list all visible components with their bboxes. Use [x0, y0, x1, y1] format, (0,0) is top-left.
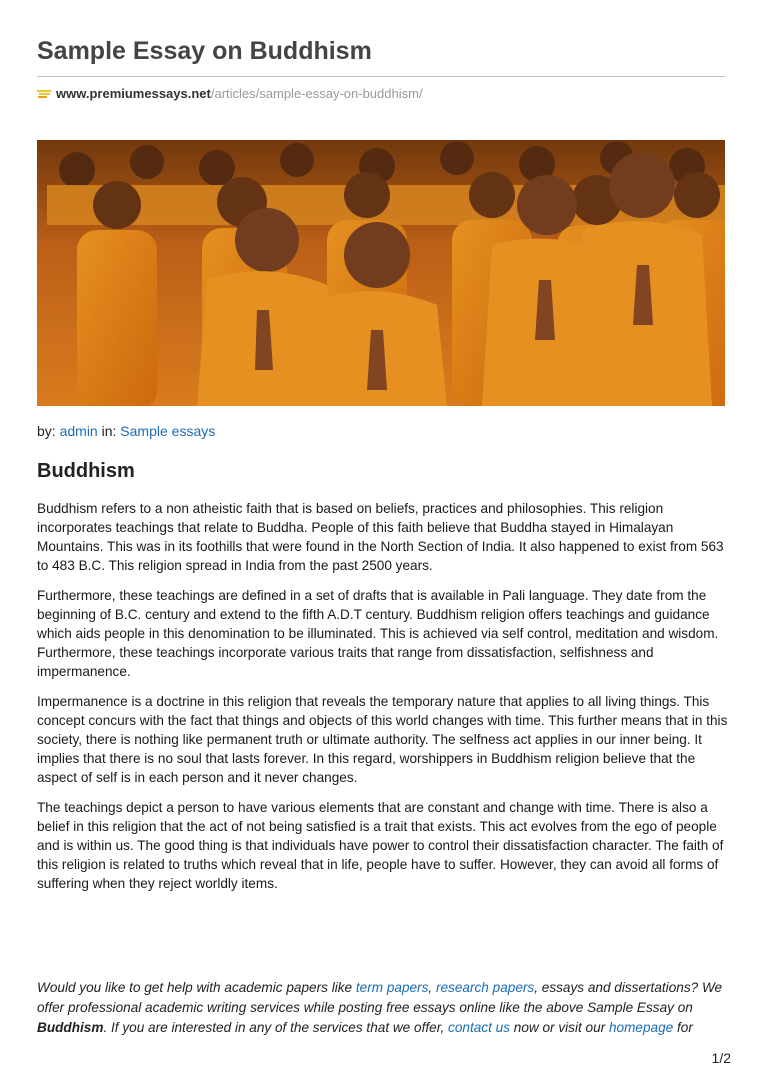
promo-topic: Buddhism	[37, 1020, 104, 1035]
promo-text: Would you like to get help with academic papers like	[37, 980, 356, 995]
source-path[interactable]: /articles/sample-essay-on-buddhism/	[210, 86, 423, 101]
byline	[37, 423, 215, 439]
homepage-link[interactable]: homepage	[608, 1020, 674, 1035]
title-divider	[37, 76, 725, 77]
source-url[interactable]	[37, 86, 423, 103]
term-papers-link[interactable]: term papers	[355, 980, 429, 995]
promo-text: for	[673, 1020, 693, 1035]
monks-photo-icon	[37, 140, 725, 406]
contact-us-link[interactable]: contact us	[448, 1020, 510, 1035]
paragraph: Buddhism refers to a non atheistic faith that is based on beliefs, practices and philosophies. This religion incorporates teachings that relate to Buddha. People of this faith believe that Buddha stayed in Himalayan Mountains. This was in its foothills that were found in the North Section of India. It also happened to exist from 563 to 483 B.C. This religion spread in India from the past 2500 years.	[37, 501, 724, 573]
promo-text: now or visit our	[510, 1020, 609, 1035]
page-title: Sample Essay on Buddhism	[37, 37, 372, 65]
promo-text: , essays and dissertations? We offer professional academic writing services while posting free essays online like the above Sample Essay on	[37, 980, 723, 1015]
paragraph: Impermanence is a doctrine in this religion that reveals the temporary nature that applies to all living things. This concept concurs with the fact that things and objects of this world changes with time. This further means that in this society, there is nothing like permanent truth or ultimate authority. The selfness act applies in our inner being. It implies that there is no soul that lasts forever. In this regard, worshippers in Buddhism religion believe that the aspect of self is in each person and it never changes.	[37, 694, 728, 785]
category-link[interactable]: Sample essays	[120, 423, 216, 439]
hero-image	[37, 140, 725, 406]
promo-text: . If you are interested in any of the services that we offer,	[103, 1020, 449, 1035]
byline-by-label: by:	[37, 423, 56, 439]
research-papers-link[interactable]: research papers	[435, 980, 535, 995]
byline-in-label: in:	[101, 423, 117, 439]
favicon-icon	[37, 88, 51, 103]
page-number: 1/2	[711, 1050, 731, 1066]
paragraph: The teachings depict a person to have various elements that are constant and change with time. There is also a belief in this religion that the act of not being satisfied is a trait that exists. This act evolves from the ego of people and is within us. The good thing is that individuals have power to control their dissatisfaction character. The faith of this religion is related to truths which reveal that in life, people have to suffer. However, they can avoid all forms of suffering when they reject worldly items.	[37, 800, 724, 891]
source-domain[interactable]: www.premiumessays.net	[56, 86, 211, 101]
paragraph: Furthermore, these teachings are defined in a set of drafts that is available in Pali language. They date from the beginning of B.C. century and extend to the fifth A.D.T century. Buddhism religion offers teachings and guidance which aids people in this denomination to be illuminated. This is achieved via self control, meditation and wisdom. Furthermore, these teachings incorporate various traits that range from dissatisfaction, selfishness and impermanence.	[37, 588, 719, 679]
author-link[interactable]: admin	[59, 423, 98, 439]
essay-body	[37, 499, 733, 904]
promo-paragraph	[37, 978, 737, 1038]
section-heading: Buddhism	[37, 460, 135, 482]
promo-text: ,	[428, 980, 436, 995]
